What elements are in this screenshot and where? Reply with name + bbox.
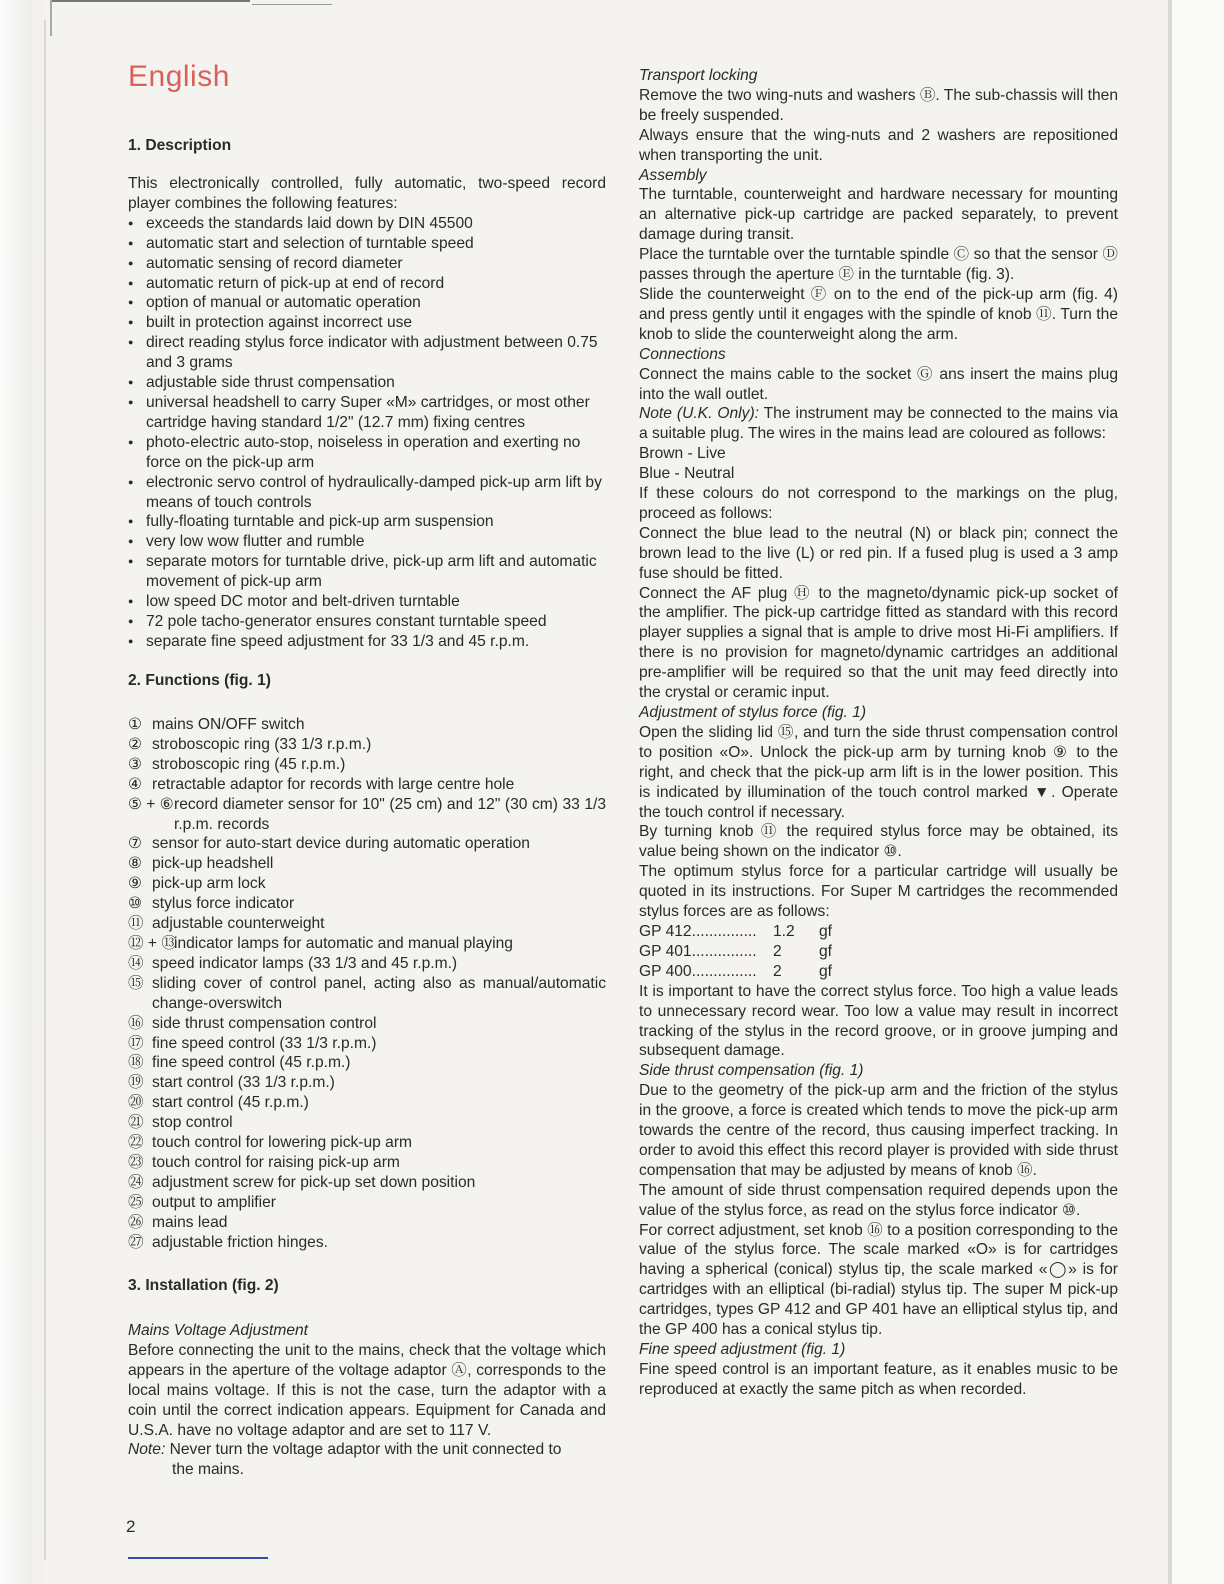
- af-plug-text: Connect the AF plug Ⓗ to the magneto/dynamic pick-up socket of the amplifier. The pick-up cartridge fitted as standard with this record player supplies a signal that is ample to drive most Hi-Fi amplifiers. If there is no provision for magneto/dynamic cartridges an additional pre-amplifier will be required so that the unit may feed directly into the crystal or ceramic input.: [639, 584, 1118, 702]
- function-number: ㉕: [128, 1193, 144, 1211]
- function-label: adjustable counterweight: [152, 915, 325, 933]
- stylus-force-value: 2: [773, 962, 782, 980]
- function-label: fine speed control (33 1/3 r.p.m.): [152, 1034, 377, 1052]
- function-label: sensor for auto-start device during automatic operation: [152, 835, 530, 853]
- function-item: [128, 1193, 606, 1213]
- note-text-continued: the mains.: [172, 1461, 244, 1479]
- function-label: speed indicator lamps (33 1/3 and 45 r.p.m.): [152, 954, 458, 972]
- feature-item: ● separate fine speed adjustment for 33 1/3 and 45 r.p.m.: [128, 632, 606, 652]
- function-item: [128, 914, 606, 934]
- function-label: pick-up headshell: [152, 855, 274, 873]
- function-label: mains lead: [152, 1213, 228, 1231]
- function-number: ①: [128, 716, 142, 733]
- stylus-force-table: [639, 922, 1118, 982]
- scan-top-mark: [252, 4, 332, 5]
- functions-heading: 2. Functions (fig. 1): [128, 672, 271, 689]
- side-thrust-heading: Side thrust compensation (fig. 1): [639, 1062, 864, 1080]
- scan-corner-mark-vertical: [50, 0, 52, 36]
- function-item: [128, 974, 606, 1014]
- feature-item: ● photo-electric auto-stop, noiseless in operation and exerting no force on the pick-up arm: [128, 433, 606, 473]
- feature-item: ● separate motors for turntable drive, pick-up arm lift and automatic movement of pick-up arm: [128, 552, 606, 592]
- assembly-heading: Assembly: [639, 166, 707, 184]
- transport-heading: Transport locking: [639, 67, 758, 84]
- feature-item: ● option of manual or automatic operation: [128, 293, 606, 313]
- function-label: record diameter sensor for 10" (25 cm) and 12" (30 cm) 33 1/3 r.p.m. records: [174, 795, 606, 833]
- function-item: [128, 1014, 606, 1034]
- stylus-force-leader: ...............: [691, 962, 757, 980]
- function-label: stroboscopic ring (45 r.p.m.): [152, 755, 346, 773]
- feature-item: ● electronic servo control of hydraulically-damped pick-up arm lift by means of touch controls: [128, 473, 606, 513]
- function-number: ⑨: [128, 875, 142, 893]
- feature-list: [128, 214, 606, 652]
- installation-note: [128, 1440, 606, 1460]
- stylus-force-unit: gf: [819, 922, 833, 940]
- function-number: ⑭: [128, 954, 144, 972]
- function-item: [128, 1093, 606, 1113]
- function-number: ⑲: [128, 1074, 144, 1092]
- feature-item: ● built in protection against incorrect use: [128, 313, 606, 333]
- right-column: [639, 66, 1118, 1400]
- footer-rule: [128, 1557, 268, 1559]
- feature-item: ● exceeds the standards laid down by DIN 45500: [128, 214, 606, 234]
- assembly-text: Slide the counterweight Ⓕ on to the end of the pick-up arm (fig. 4) and press gently until it engages with the spindle of knob ⑪. Turn the knob to slide the counterweight along the arm.: [639, 285, 1118, 343]
- function-number: ⑱: [128, 1054, 144, 1072]
- function-number: ④: [128, 775, 142, 793]
- function-number: ㉓: [128, 1153, 144, 1171]
- function-label: stop control: [152, 1114, 233, 1132]
- function-item: [128, 1213, 606, 1233]
- connections-text: Connect the mains cable to the socket Ⓖ ans insert the mains plug into the wall outlet.: [639, 365, 1118, 403]
- function-number: ⑤ + ⑥: [128, 795, 174, 813]
- connections-note-label: Note (U.K. Only):: [639, 405, 759, 423]
- function-number: ⑳: [128, 1094, 144, 1112]
- function-item: [128, 1133, 606, 1153]
- note-text: Never turn the voltage adaptor with the unit connected to: [169, 1441, 562, 1459]
- stylus-force-value: 1.2: [773, 922, 795, 940]
- side-thrust-text: The amount of side thrust compensation required depends upon the value of the stylus force, as read on the stylus force indicator ⑩.: [639, 1181, 1118, 1219]
- function-number: ⑫ + ⑬: [128, 934, 177, 952]
- function-item: [128, 735, 606, 755]
- stylus-force-unit: gf: [819, 962, 833, 980]
- feature-item: ● automatic return of pick-up at end of record: [128, 274, 606, 294]
- stylus-force-row: [639, 962, 1118, 982]
- stylus-force-unit: gf: [819, 942, 833, 960]
- function-item: [128, 755, 606, 775]
- function-label: start control (45 r.p.m.): [152, 1094, 309, 1112]
- function-item: [128, 874, 606, 894]
- scan-margin-right: [1172, 0, 1224, 1584]
- function-item: [128, 934, 606, 954]
- stylus-force-text: By turning knob ⑪ the required stylus force may be obtained, its value being shown on the indicator ⑩.: [639, 823, 1118, 861]
- function-number: ⑮: [128, 974, 144, 992]
- function-label: retractable adaptor for records with large centre hole: [152, 775, 515, 793]
- function-label: stroboscopic ring (33 1/3 r.p.m.): [152, 735, 372, 753]
- function-item: [128, 795, 606, 835]
- function-label: pick-up arm lock: [152, 875, 266, 893]
- stylus-force-model: GP 412: [639, 922, 692, 940]
- side-thrust-text: Due to the geometry of the pick-up arm and the friction of the stylus in the groove, a force is created which tends to move the pick-up arm towards the centre of the record, thus causing imperfect tracking. In order to avoid this effect this record player is provided with side thrust compensation that may be adjusted by means of knob ⑯.: [639, 1082, 1118, 1179]
- function-item: [128, 834, 606, 854]
- function-label: sliding cover of control panel, acting also as manual/automatic change-overswitch: [152, 974, 606, 1012]
- function-number: ⑧: [128, 855, 142, 873]
- function-item: [128, 1173, 606, 1193]
- function-number: ㉔: [128, 1173, 144, 1191]
- function-number: ②: [128, 735, 142, 753]
- note-label: Note:: [128, 1441, 166, 1459]
- function-label: indicator lamps for automatic and manual playing: [174, 934, 513, 952]
- wiring-text: Connect the blue lead to the neutral (N) or black pin; connect the brown lead to the live (L) or red pin. If a fused plug is used a 3 amp fuse should be fitted.: [639, 524, 1118, 582]
- function-label: stylus force indicator: [152, 895, 295, 913]
- connections-note-text: The instrument may be connected to the mains via a suitable plug. The wires in the mains lead are coloured as follows:: [639, 405, 1118, 443]
- stylus-force-text: Open the sliding lid ⑮, and turn the side thrust compensation control to position «O». Unlock the pick-up arm by turning knob ⑨ to the right, and check that the pick-up arm lift is in the lower position. This is indicated by illumination of the touch control marked ▼. Operate the touch control if necessary.: [639, 723, 1118, 821]
- function-label: adjustment screw for pick-up set down position: [152, 1173, 476, 1191]
- scan-fold-line: [44, 20, 46, 1560]
- language-heading: English: [128, 60, 230, 93]
- stylus-force-leader: ...............: [691, 942, 757, 960]
- function-number: ③: [128, 755, 142, 773]
- feature-item: ● low speed DC motor and belt-driven turntable: [128, 592, 606, 612]
- function-item: [128, 1113, 606, 1133]
- feature-item: ● automatic sensing of record diameter: [128, 254, 606, 274]
- function-label: touch control for raising pick-up arm: [152, 1153, 400, 1171]
- stylus-force-row: [639, 942, 1118, 962]
- feature-item: ● 72 pole tacho-generator ensures constant turntable speed: [128, 612, 606, 632]
- function-item: [128, 1153, 606, 1173]
- transport-text: Remove the two wing-nuts and washers Ⓑ. The sub-chassis will then be freely suspended.: [639, 86, 1119, 124]
- connections-note: [639, 404, 1118, 444]
- stylus-force-model: GP 400: [639, 962, 692, 980]
- installation-heading: 3. Installation (fig. 2): [128, 1277, 279, 1294]
- function-item: [128, 894, 606, 914]
- stylus-force-value: 2: [773, 942, 782, 960]
- scan-corner-mark: [50, 0, 250, 2]
- mains-voltage-section: [128, 1321, 606, 1480]
- description-section: [128, 174, 606, 652]
- function-item: [128, 1053, 606, 1073]
- function-label: mains ON/OFF switch: [152, 716, 305, 733]
- function-label: adjustable friction hinges.: [152, 1233, 328, 1251]
- feature-item: ● automatic start and selection of turntable speed: [128, 234, 606, 254]
- function-item: [128, 775, 606, 795]
- description-heading: 1. Description: [128, 137, 232, 154]
- function-item: [128, 1073, 606, 1093]
- function-label: touch control for lowering pick-up arm: [152, 1134, 413, 1152]
- page-number: 2: [126, 1517, 136, 1536]
- function-number: ⑪: [128, 915, 144, 933]
- function-item: [128, 1034, 606, 1054]
- stylus-force-row: [639, 922, 1118, 942]
- transport-text: Always ensure that the wing-nuts and 2 washers are repositioned when transporting the unit.: [639, 126, 1118, 164]
- stylus-force-text: The optimum stylus force for a particular cartridge will usually be quoted in its instructions. For Super M cartridges the recommended stylus forces are as follows:: [639, 863, 1118, 921]
- connections-heading: Connections: [639, 345, 726, 363]
- wire-brown: Brown - Live: [639, 445, 726, 463]
- scan-edge-left: [0, 0, 48, 1584]
- function-number: ㉒: [128, 1134, 144, 1152]
- function-number: ⑰: [128, 1034, 144, 1052]
- function-item: [128, 1233, 606, 1253]
- description-intro: This electronically controlled, fully automatic, two-speed record player combines the following features:: [128, 175, 606, 212]
- side-thrust-text: For correct adjustment, set knob ⑯ to a position corresponding to the value of the stylus force. The scale marked «O» is for cartridges having a spherical (conical) stylus tip, the scale marked «◯» is for cartridges with an elliptical (bi-radial) stylus tip. The super M pick-up cartridges, types GP 412 and GP 401 have an elliptical stylus tip, and the GP 400 has a conical stylus tip.: [639, 1221, 1118, 1339]
- fine-speed-heading: Fine speed adjustment (fig. 1): [639, 1341, 846, 1358]
- function-number: ⑩: [128, 895, 142, 913]
- feature-item: ● direct reading stylus force indicator with adjustment between 0.75 and 3 grams: [128, 333, 606, 373]
- function-number: ㉗: [128, 1233, 144, 1251]
- function-number: ⑦: [128, 835, 142, 853]
- colours-text: If these colours do not correspond to the markings on the plug, proceed as follows:: [639, 485, 1118, 522]
- feature-item: ● adjustable side thrust compensation: [128, 373, 606, 393]
- fine-speed-text: Fine speed control is an important feature, as it enables music to be reproduced at exactly the same pitch as when recorded.: [639, 1360, 1118, 1398]
- function-number: ㉑: [128, 1114, 144, 1132]
- functions-list: [128, 715, 606, 1252]
- mains-voltage-text: Before connecting the unit to the mains, check that the voltage which appears in the aperture of the voltage adaptor Ⓐ, corresponds to the local mains voltage. If this is not the case, turn the adaptor with a coin until the correct indication appears. Equipment for Canada and U.S.A. have no voltage adaptor and are set to 117 V.: [128, 1341, 606, 1439]
- feature-item: ● very low wow flutter and rumble: [128, 532, 606, 552]
- function-label: fine speed control (45 r.p.m.): [152, 1054, 351, 1072]
- feature-item: ● fully-floating turntable and pick-up arm suspension: [128, 512, 606, 532]
- mains-voltage-heading: Mains Voltage Adjustment: [128, 1322, 308, 1339]
- function-item: [128, 854, 606, 874]
- function-number: ㉖: [128, 1213, 144, 1231]
- function-number: ⑯: [128, 1014, 144, 1032]
- stylus-force-text: It is important to have the correct stylus force. Too high a value leads to unnecessary record wear. Too low a value may result in incorrect tracking of the stylus in the record groove, or in groove jumping and subsequent damage.: [639, 982, 1118, 1060]
- function-item: [128, 954, 606, 974]
- wire-blue: Blue - Neutral: [639, 465, 735, 483]
- stylus-force-model: GP 401: [639, 942, 692, 960]
- function-item: [128, 715, 606, 735]
- stylus-force-leader: ...............: [691, 922, 757, 940]
- function-label: start control (33 1/3 r.p.m.): [152, 1074, 335, 1092]
- function-label: side thrust compensation control: [152, 1014, 377, 1032]
- function-label: output to amplifier: [152, 1193, 276, 1211]
- assembly-text: The turntable, counterweight and hardware necessary for mounting an alternative pick-up cartridge are packed separately, to prevent damage during transit.: [639, 186, 1118, 244]
- stylus-force-heading: Adjustment of stylus force (fig. 1): [639, 704, 867, 721]
- assembly-text: Place the turntable over the turntable spindle Ⓒ so that the sensor Ⓓ passes through the aperture Ⓔ in the turntable (fig. 3).: [639, 246, 1118, 284]
- feature-item: ● universal headshell to carry Super «M» cartridges, or most other cartridge having standard 1/2" (12.7 mm) fixing centres: [128, 393, 606, 433]
